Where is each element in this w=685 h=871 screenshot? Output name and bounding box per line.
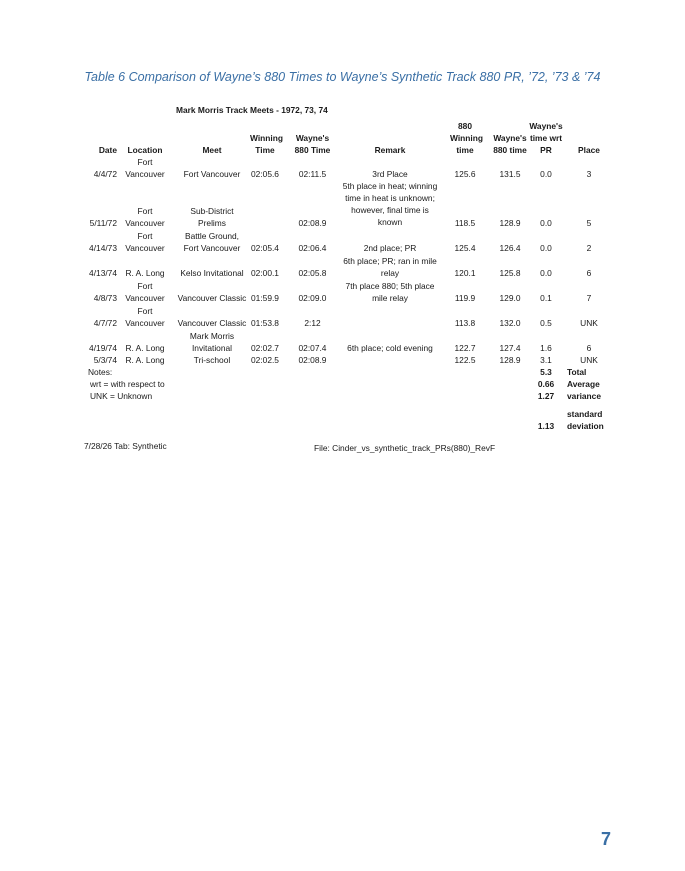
- row-time-wrt-pr-line: 0.1: [540, 293, 552, 303]
- row-waynes-seconds-line: 128.9: [499, 355, 521, 365]
- stat-value: [525, 378, 567, 390]
- row-waynes-time: [290, 168, 335, 180]
- header-waynes-880-time-line: 880 Time: [294, 144, 331, 155]
- row-remark: [330, 180, 450, 228]
- row-date: [80, 217, 117, 229]
- row-location: [122, 205, 168, 229]
- row-winning-seconds: [450, 354, 480, 366]
- row-place: [573, 354, 605, 366]
- stat-value-line: 0.66: [537, 379, 555, 389]
- notes-line: wrt = with respect to: [90, 379, 165, 389]
- row-location-line: Fort: [137, 280, 153, 291]
- stat-label: [567, 378, 600, 390]
- table-subtitle: Mark Morris Track Meets - 1972, 73, 74: [176, 105, 328, 115]
- row-remark-line: 7th place 880; 5th place: [345, 280, 435, 291]
- row-remark-line: relay: [380, 267, 400, 278]
- row-meet-line: Battle Ground,: [184, 230, 239, 241]
- row-waynes-time: [290, 354, 335, 366]
- row-meet-line: Invitational: [191, 342, 233, 353]
- row-location-line: Vancouver: [125, 292, 165, 303]
- row-time-wrt-pr-line: 0.5: [540, 318, 552, 328]
- row-time-wrt-pr-line: 0.0: [540, 268, 552, 278]
- row-waynes-seconds-line: 132.0: [499, 318, 521, 328]
- row-meet-line: Sub-District: [190, 205, 234, 216]
- header-place-line: Place: [578, 145, 600, 155]
- table-title: Table 6 Comparison of Wayne’s 880 Times to Wayne’s Synthetic Track 880 PR, ’72, ’73 & ’74: [84, 70, 601, 84]
- row-time-wrt-pr: [525, 317, 567, 329]
- row-place-line: UNK: [580, 318, 598, 328]
- row-time-wrt-pr: [525, 267, 567, 279]
- row-place: [573, 267, 605, 279]
- row-date-line: 4/13/74: [89, 268, 117, 278]
- row-place-line: 6: [586, 268, 592, 278]
- row-winning-seconds: [450, 292, 480, 304]
- row-location-line: R. A. Long: [125, 343, 165, 353]
- row-time-wrt-pr: [525, 242, 567, 254]
- row-waynes-time-line: 02:11.5: [298, 169, 327, 179]
- row-date: [80, 292, 117, 304]
- row-time-wrt-pr: [525, 168, 567, 180]
- row-remark: [330, 280, 450, 304]
- row-winning-seconds: [450, 242, 480, 254]
- row-remark: [330, 255, 450, 279]
- row-meet-line: Fort Vancouver: [183, 242, 241, 253]
- stat-value-line: 1.13: [537, 421, 555, 431]
- row-place: [573, 342, 605, 354]
- header-waynes-880-time-line: Wayne's: [295, 132, 330, 143]
- stat-label-line: standard: [567, 408, 603, 419]
- header-date: [80, 144, 117, 156]
- row-time-wrt-pr: [525, 342, 567, 354]
- row-meet: [172, 168, 252, 180]
- row-location: [122, 156, 168, 180]
- row-location-line: Vancouver: [125, 317, 165, 328]
- stat-value: [525, 420, 567, 432]
- row-date-line: 5/3/74: [93, 355, 117, 365]
- row-location-line: Fort: [137, 305, 153, 316]
- notes-label: Notes:: [88, 367, 113, 377]
- row-meet-line: Vancouver Classic: [177, 318, 247, 328]
- row-location-line: Fort: [137, 230, 153, 241]
- row-winning-time: [250, 292, 280, 304]
- header-location-line: Location: [127, 145, 163, 155]
- row-waynes-time-line: 02:08.9: [298, 355, 327, 365]
- row-meet: [172, 230, 252, 254]
- row-winning-seconds-line: 120.1: [454, 268, 476, 278]
- row-winning-time: [250, 354, 280, 366]
- header-meet-line: Meet: [202, 145, 222, 155]
- row-waynes-seconds-line: 127.4: [499, 343, 521, 353]
- row-date: [80, 354, 117, 366]
- row-winning-time: [250, 317, 280, 329]
- stat-label: [567, 390, 601, 402]
- row-meet: [172, 354, 252, 366]
- row-meet-line: Kelso Invitational: [180, 268, 244, 278]
- footer-file-name: File: Cinder_vs_synthetic_track_PRs(880)_RevF: [314, 443, 496, 453]
- row-location-line: R. A. Long: [125, 268, 165, 278]
- row-waynes-time: [290, 217, 335, 229]
- row-place-line: 2: [586, 243, 592, 253]
- row-location: [122, 230, 168, 254]
- header-waynes-880-time-2-line: 880 time: [493, 144, 527, 155]
- row-meet: [172, 205, 252, 229]
- row-location-line: Vancouver: [125, 217, 165, 228]
- stat-label-line: variance: [567, 391, 601, 401]
- row-waynes-time: [290, 342, 335, 354]
- row-location: [122, 354, 168, 366]
- header-winning-time: [250, 132, 283, 156]
- row-time-wrt-pr: [525, 354, 567, 366]
- row-date: [80, 168, 117, 180]
- footer-date-tab: 7/28/26 Tab: Synthetic: [84, 441, 167, 451]
- row-waynes-time-line: 02:09.0: [298, 293, 327, 303]
- header-winning-time-line: Winning: [250, 132, 283, 143]
- row-location-line: Fort: [137, 156, 153, 167]
- row-winning-time-line: 01:53.8: [251, 318, 279, 328]
- header-remark-line: Remark: [374, 145, 406, 155]
- notes-line: UNK = Unknown: [90, 391, 153, 401]
- header-time-wrt-pr-line: PR: [540, 144, 552, 155]
- row-date-line: 4/7/72: [93, 318, 117, 328]
- row-waynes-time: [290, 292, 335, 304]
- row-winning-time-line: 02:05.6: [251, 169, 279, 179]
- row-remark-line: known: [377, 217, 403, 228]
- row-waynes-time-line: 02:08.9: [298, 218, 327, 228]
- row-date: [80, 342, 117, 354]
- row-place: [573, 242, 605, 254]
- header-880-winning-time-line: Winning: [450, 132, 483, 143]
- row-remark: [330, 242, 450, 254]
- row-meet-line: Mark Morris: [189, 330, 235, 341]
- row-winning-time: [250, 242, 280, 254]
- row-date-line: 5/11/72: [89, 218, 117, 228]
- row-location-line: Fort: [137, 205, 153, 216]
- row-location: [122, 267, 168, 279]
- row-location: [122, 342, 168, 354]
- row-winning-seconds: [450, 267, 480, 279]
- row-winning-seconds-line: 125.4: [454, 243, 476, 253]
- stat-value: [525, 366, 567, 378]
- header-location: [122, 144, 168, 156]
- header-remark: [330, 144, 450, 156]
- header-waynes-880-time: [290, 132, 335, 156]
- row-meet: [172, 292, 252, 304]
- stat-label-line: Average: [567, 379, 600, 389]
- row-time-wrt-pr-line: 1.6: [540, 343, 552, 353]
- header-time-wrt-pr-line: Wayne's: [529, 120, 563, 131]
- row-meet: [172, 267, 252, 279]
- row-remark-line: time in heat is unknown;: [345, 193, 435, 204]
- row-waynes-seconds-line: 128.9: [499, 218, 521, 228]
- header-place: [573, 144, 605, 156]
- row-winning-seconds: [450, 168, 480, 180]
- row-winning-seconds-line: 119.9: [454, 293, 476, 303]
- stat-value: [525, 390, 567, 402]
- row-date: [80, 267, 117, 279]
- stat-label: [567, 408, 604, 432]
- row-location: [122, 305, 168, 329]
- row-remark-line: 6th place; PR; ran in mile: [343, 255, 437, 266]
- row-winning-seconds-line: 118.5: [454, 218, 476, 228]
- row-location-line: R. A. Long: [125, 355, 165, 365]
- row-winning-seconds: [450, 342, 480, 354]
- row-winning-time-line: 02:00.1: [251, 268, 279, 278]
- notes: [88, 366, 165, 402]
- row-waynes-time: [290, 242, 335, 254]
- row-remark-line: mile relay: [372, 292, 408, 303]
- row-waynes-seconds-line: 126.4: [499, 243, 521, 253]
- row-time-wrt-pr-line: 0.0: [540, 243, 552, 253]
- row-place: [573, 217, 605, 229]
- row-meet: [172, 330, 252, 354]
- row-waynes-seconds-line: 125.8: [499, 268, 521, 278]
- row-winning-seconds-line: 122.5: [454, 355, 476, 365]
- row-winning-seconds: [450, 317, 480, 329]
- header-880-winning-time: [450, 120, 483, 156]
- row-place-line: 3: [586, 169, 592, 179]
- row-time-wrt-pr-line: 0.0: [540, 169, 552, 179]
- row-remark-line: however, final time is: [351, 205, 429, 216]
- row-waynes-time-line: 2:12: [304, 318, 321, 328]
- row-winning-time-line: 02:02.7: [251, 343, 279, 353]
- header-waynes-880-time-2-line: Wayne's: [493, 132, 527, 143]
- row-time-wrt-pr-line: 3.1: [540, 355, 552, 365]
- stat-value-line: 1.27: [537, 391, 555, 401]
- row-waynes-time-line: 02:06.4: [298, 243, 327, 253]
- header-date-line: Date: [98, 145, 117, 155]
- row-place-line: 7: [586, 293, 592, 303]
- row-waynes-time: [290, 267, 335, 279]
- row-date: [80, 317, 117, 329]
- row-location-line: Vancouver: [125, 168, 165, 179]
- row-winning-seconds-line: 125.6: [454, 169, 476, 179]
- stat-label-line: deviation: [567, 420, 604, 431]
- row-date-line: 4/8/73: [93, 293, 117, 303]
- row-remark: [330, 168, 450, 180]
- row-remark-line: 2nd place; PR: [363, 243, 417, 253]
- header-winning-time-line: Time: [255, 144, 275, 155]
- row-meet-line: Vancouver Classic: [177, 293, 247, 303]
- stat-value-line: 5.3: [540, 367, 552, 377]
- row-winning-time-line: 01:59.9: [251, 293, 279, 303]
- row-waynes-time: [290, 317, 335, 329]
- row-waynes-time-line: 02:07.4: [298, 343, 327, 353]
- row-winning-time-line: 02:05.4: [251, 243, 279, 253]
- row-winning-time: [250, 267, 280, 279]
- row-winning-time: [250, 168, 280, 180]
- row-date-line: 4/4/72: [93, 169, 117, 179]
- row-remark-line: 3rd Place: [372, 169, 408, 179]
- page-number: 7: [600, 829, 611, 849]
- row-waynes-time-line: 02:05.8: [298, 268, 327, 278]
- header-meet: [172, 144, 252, 156]
- row-place-line: 5: [586, 218, 592, 228]
- row-place: [573, 292, 605, 304]
- row-remark-line: 5th place in heat; winning: [342, 181, 438, 192]
- row-winning-time: [250, 342, 280, 354]
- row-remark: [330, 342, 450, 354]
- row-place: [573, 168, 605, 180]
- row-location: [122, 280, 168, 304]
- row-time-wrt-pr: [525, 292, 567, 304]
- row-place-line: 6: [586, 343, 592, 353]
- row-winning-seconds-line: 113.8: [454, 318, 476, 328]
- row-winning-seconds: [450, 217, 480, 229]
- row-date-line: 4/19/74: [89, 343, 117, 353]
- header-880-winning-time-line: time: [456, 144, 474, 155]
- row-meet-line: Tri-school: [193, 355, 231, 365]
- row-meet-line: Fort Vancouver: [183, 169, 241, 179]
- row-waynes-seconds-line: 131.5: [499, 169, 521, 179]
- row-winning-seconds-line: 122.7: [454, 343, 476, 353]
- row-winning-time-line: 02:02.5: [251, 355, 279, 365]
- row-time-wrt-pr: [525, 217, 567, 229]
- stat-label-line: Total: [567, 367, 587, 377]
- row-remark-line: 6th place; cold evening: [347, 343, 433, 353]
- row-location-line: Vancouver: [125, 242, 165, 253]
- row-date-line: 4/14/73: [89, 243, 117, 253]
- row-meet-line: Prelims: [198, 217, 226, 228]
- header-880-winning-time-line: 880: [458, 120, 472, 131]
- row-time-wrt-pr-line: 0.0: [540, 218, 552, 228]
- stat-label: [567, 366, 586, 378]
- row-waynes-seconds-line: 129.0: [499, 293, 521, 303]
- row-place-line: UNK: [580, 355, 598, 365]
- row-meet: [172, 317, 252, 329]
- header-time-wrt-pr: [525, 120, 567, 156]
- row-place: [573, 317, 605, 329]
- row-date: [80, 242, 117, 254]
- header-time-wrt-pr-line: time wrt: [529, 132, 563, 143]
